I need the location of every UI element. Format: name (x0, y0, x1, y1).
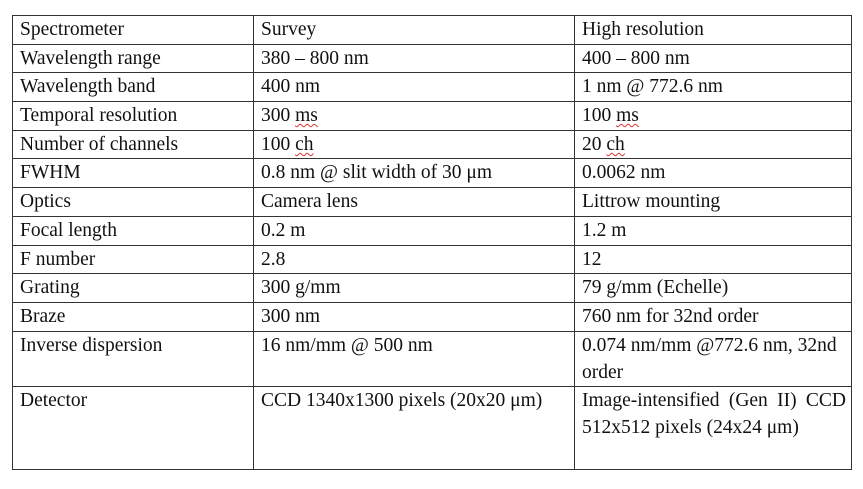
spectrometer-spec-table (12, 15, 852, 470)
table-cell: 20 ch (575, 130, 852, 159)
table-cell: Camera lens (254, 188, 575, 217)
table-cell: 0.2 m (254, 216, 575, 245)
table-row (13, 44, 852, 73)
table-row (13, 386, 852, 469)
header-row (13, 16, 852, 45)
table-cell: Optics (13, 188, 254, 217)
table-cell: 1.2 m (575, 216, 852, 245)
table-cell: 100 ms (575, 102, 852, 131)
table-cell: 400 nm (254, 73, 575, 102)
table-cell: 760 nm for 32nd order (575, 302, 852, 331)
table-cell: Number of channels (13, 130, 254, 159)
table-row (13, 130, 852, 159)
table-cell: 0.074 nm/mm @772.6 nm, 32nd order (575, 331, 852, 386)
table-cell: 0.0062 nm (575, 159, 852, 188)
table-cell: 16 nm/mm @ 500 nm (254, 331, 575, 386)
spellcheck-underline: ms (295, 105, 318, 127)
spellcheck-underline: ch (606, 133, 625, 155)
table-row (13, 188, 852, 217)
table-row (13, 331, 852, 386)
table-cell: 79 g/mm (Echelle) (575, 274, 852, 303)
spellcheck-underline: ch (295, 133, 314, 155)
table-cell: Detector (13, 386, 254, 469)
table-cell: Braze (13, 302, 254, 331)
header-cell: Survey (254, 16, 575, 45)
table-cell: 300 nm (254, 302, 575, 331)
table-row (13, 102, 852, 131)
table-cell: 12 (575, 245, 852, 274)
table-cell: Focal length (13, 216, 254, 245)
table-row (13, 302, 852, 331)
table-cell: 300 ms (254, 102, 575, 131)
header-cell: High resolution (575, 16, 852, 45)
table-cell: 400 – 800 nm (575, 44, 852, 73)
table-cell: Image-intensified (Gen II) CCD 512x512 pixels (24x24 μm) (575, 386, 852, 469)
table-cell: Wavelength band (13, 73, 254, 102)
table-row (13, 159, 852, 188)
table-cell: Temporal resolution (13, 102, 254, 131)
table-cell: 1 nm @ 772.6 nm (575, 73, 852, 102)
table-cell: Grating (13, 274, 254, 303)
table-cell: 2.8 (254, 245, 575, 274)
spellcheck-underline: ms (616, 105, 639, 127)
table-cell: Wavelength range (13, 44, 254, 73)
table-row (13, 216, 852, 245)
table-row (13, 73, 852, 102)
table-row (13, 274, 852, 303)
table-row (13, 245, 852, 274)
table-cell: 380 – 800 nm (254, 44, 575, 73)
table-cell: 100 ch (254, 130, 575, 159)
table-cell: 300 g/mm (254, 274, 575, 303)
table-cell: F number (13, 245, 254, 274)
table-cell: CCD 1340x1300 pixels (20x20 μm) (254, 386, 575, 469)
table-cell: 0.8 nm @ slit width of 30 μm (254, 159, 575, 188)
header-cell: Spectrometer (13, 16, 254, 45)
table-cell: Inverse dispersion (13, 331, 254, 386)
table-cell: Littrow mounting (575, 188, 852, 217)
table-cell: FWHM (13, 159, 254, 188)
